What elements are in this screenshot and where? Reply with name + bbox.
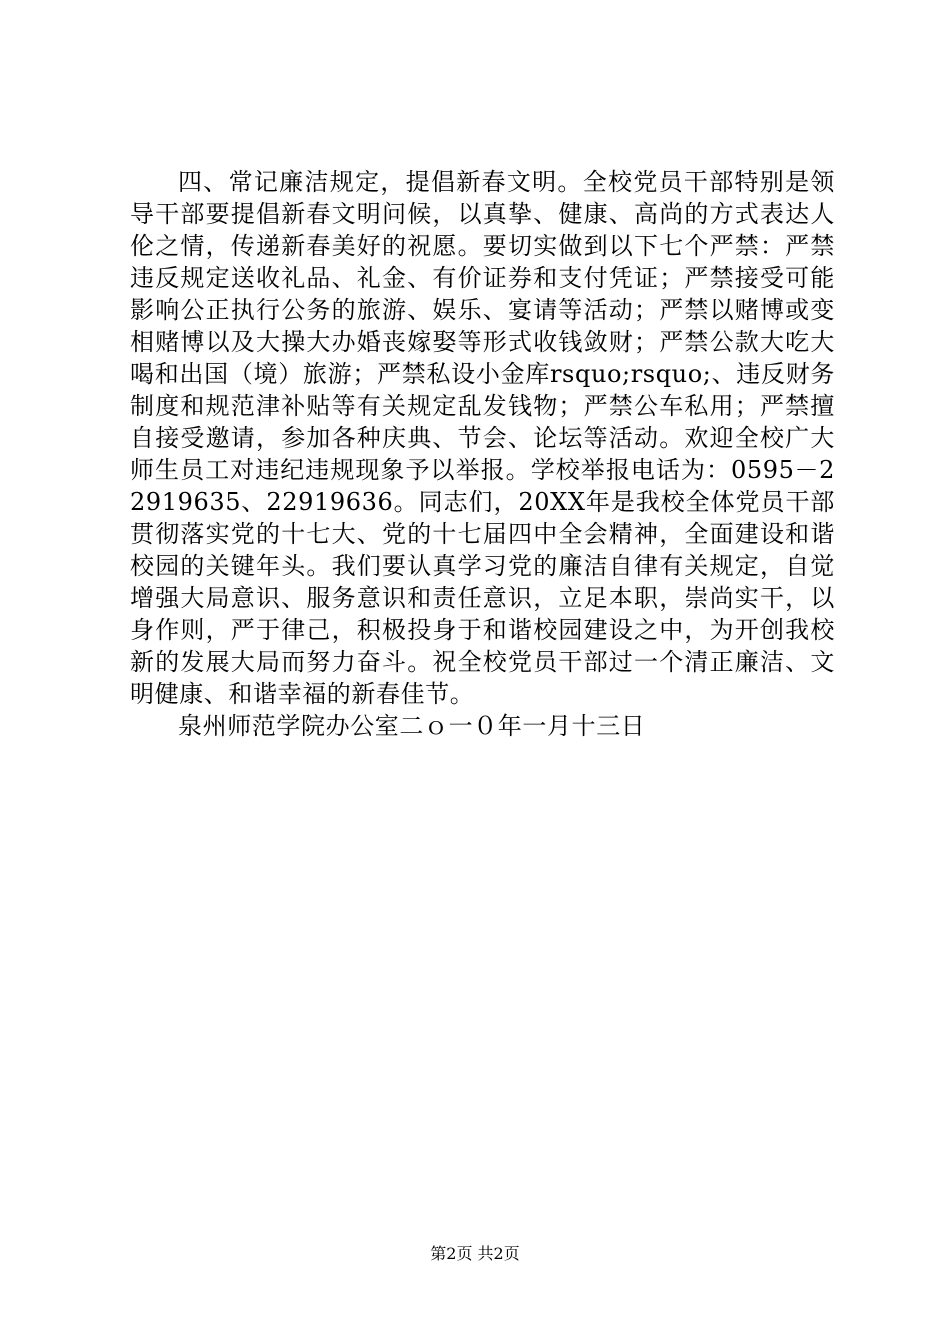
body-paragraph: 四、常记廉洁规定，提倡新春文明。全校党员干部特别是领导干部要提倡新春文明问候，以真挚、健康、高尚的方式表达人伦之情，传递新春美好的祝愿。要切实做到以下七个严禁：严禁违反规定送收礼品、礼金、有价证券和支付凭证；严禁接受可能影响公正执行公务的旅游、娱乐、宴请等活动；严禁以赌博或变相赌博以及大操大办婚丧嫁娶等形式收钱敛财；严禁公款大吃大喝和出国（境）旅游；严禁私设小金库rsquo;rsquo;、违反财务制度和规范津补贴等有关规定乱发钱物；严禁公车私用；严禁擅自接受邀请，参加各种庆典、节会、论坛等活动。欢迎全校广大师生员工对违纪违规现象予以举报。学校举报电话为：0595－22919635、22919636。同志们，20XX年是我校全体党员干部贯彻落实党的十七大、党的十七届四中全会精神，全面建设和谐校园的关键年头。我们要认真学习党的廉洁自律有关规定，自觉增强大局意识、服务意识和责任意识，立足本职，崇尚实干，以身作则，严于律己，积极投身于和谐校园建设之中，为开创我校新的发展大局而努力奋斗。祝全校党员干部过一个清正廉洁、文明健康、和谐幸福的新春佳节。 xyxy=(130,168,835,708)
page-footer: 第2页 共2页 xyxy=(430,1244,520,1263)
signature-line: 泉州师范学院办公室二ｏ一０年一月十三日 xyxy=(178,712,646,740)
document-body xyxy=(130,166,835,742)
